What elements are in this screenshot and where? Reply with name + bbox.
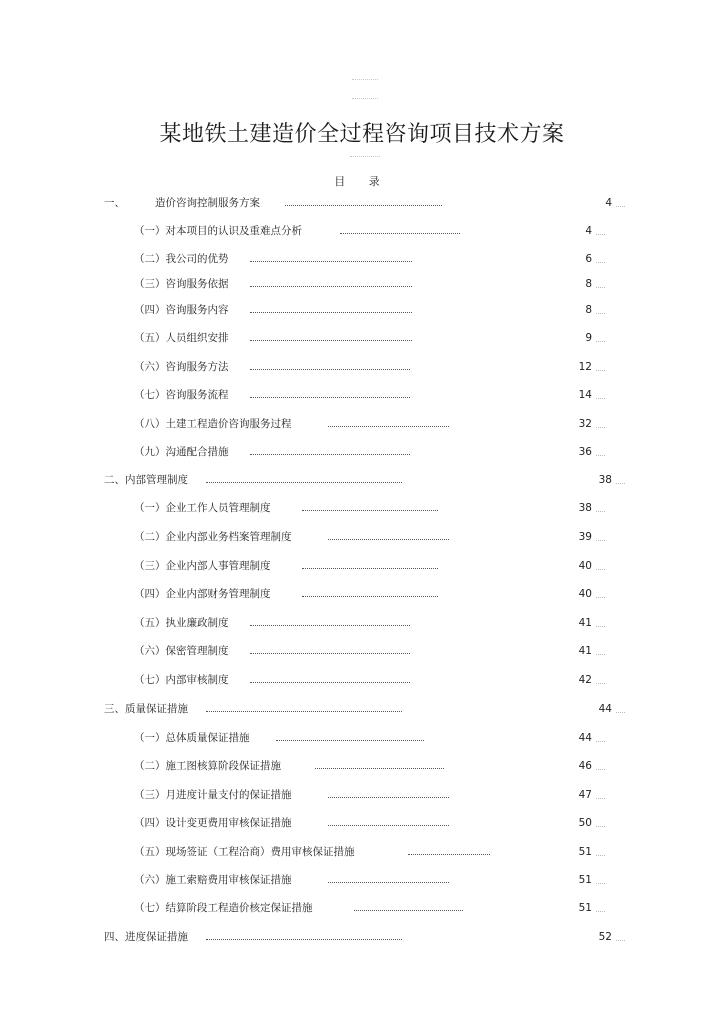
toc-entry-label: （二）施工图核算阶段保证措施 bbox=[134, 760, 281, 772]
toc-entry-page: 41 bbox=[578, 617, 592, 629]
toc-dot-leader bbox=[302, 568, 438, 569]
toc-tick bbox=[596, 455, 605, 456]
toc-dot-leader bbox=[250, 625, 410, 626]
toc-entry-page: 44 bbox=[578, 732, 592, 744]
toc-entry-label: （六）咨询服务方法 bbox=[134, 361, 229, 373]
toc-entry-page: 51 bbox=[578, 874, 592, 886]
toc-entry-page: 51 bbox=[578, 902, 592, 914]
toc-entry-label: （五）人员组织安排 bbox=[134, 332, 229, 344]
toc-entry-page: 36 bbox=[578, 446, 592, 458]
toc-entry-page: 50 bbox=[578, 817, 592, 829]
toc-entry[interactable] bbox=[0, 815, 724, 831]
toc-entry-label: （六）保密管理制度 bbox=[134, 645, 229, 657]
toc-entry[interactable] bbox=[0, 387, 724, 403]
toc-entry-label: （五）执业廉政制度 bbox=[134, 617, 229, 629]
toc-entry-page: 38 bbox=[598, 474, 612, 486]
toc-heading: 目 录 bbox=[334, 175, 390, 188]
faint-mark-1 bbox=[352, 79, 378, 81]
toc-entry[interactable] bbox=[0, 872, 724, 888]
toc-tick bbox=[596, 234, 605, 235]
toc-tick bbox=[596, 769, 605, 770]
toc-tick bbox=[616, 940, 625, 941]
toc-tick bbox=[596, 826, 605, 827]
toc-entry[interactable] bbox=[0, 251, 724, 267]
toc-tick bbox=[596, 626, 605, 627]
toc-entry-label: （三）月进度计量支付的保证措施 bbox=[134, 789, 292, 801]
toc-tick bbox=[596, 287, 605, 288]
toc-entry-label: （六）施工索赔费用审核保证措施 bbox=[134, 874, 292, 886]
toc-entry-page: 46 bbox=[578, 760, 592, 772]
toc-entry[interactable] bbox=[0, 223, 724, 239]
toc-tick bbox=[596, 798, 605, 799]
toc-entry-page: 47 bbox=[578, 789, 592, 801]
toc-tick bbox=[596, 683, 605, 684]
toc-entry-page: 38 bbox=[578, 502, 592, 514]
toc-entry-page: 40 bbox=[578, 588, 592, 600]
toc-tick bbox=[596, 540, 605, 541]
toc-entry[interactable] bbox=[0, 416, 724, 432]
document-title: 某地铁土建造价全过程咨询项目技术方案 bbox=[159, 122, 565, 147]
toc-entry[interactable] bbox=[0, 330, 724, 346]
toc-tick bbox=[596, 911, 605, 912]
toc-dot-leader bbox=[250, 261, 412, 262]
toc-tick bbox=[596, 341, 605, 342]
toc-entry-label: （四）企业内部财务管理制度 bbox=[134, 588, 271, 600]
toc-tick bbox=[596, 569, 605, 570]
toc-dot-leader bbox=[328, 426, 449, 427]
toc-tick bbox=[596, 654, 605, 655]
toc-entry-page: 40 bbox=[578, 560, 592, 572]
toc-entry-page: 8 bbox=[585, 304, 592, 316]
toc-entry[interactable] bbox=[0, 529, 724, 545]
toc-dot-leader bbox=[250, 369, 410, 370]
faint-mark-3 bbox=[350, 156, 380, 158]
toc-dot-leader bbox=[206, 482, 402, 483]
toc-dot-leader bbox=[250, 312, 412, 313]
toc-entry-label: 造价咨询控制服务方案 bbox=[155, 197, 260, 209]
toc-entry-page: 4 bbox=[605, 197, 612, 209]
toc-entry-label: （九）沟通配合措施 bbox=[134, 446, 229, 458]
toc-dot-leader bbox=[250, 340, 412, 341]
toc-entry-label: 二、内部管理制度 bbox=[104, 474, 188, 486]
toc-tick bbox=[596, 427, 605, 428]
toc-tick bbox=[596, 511, 605, 512]
faint-mark-2 bbox=[352, 98, 378, 100]
toc-dot-leader bbox=[328, 539, 449, 540]
toc-entry-label: （二）我公司的优势 bbox=[134, 253, 229, 265]
toc-dot-leader bbox=[354, 910, 463, 911]
toc-dot-leader bbox=[206, 711, 402, 712]
toc-entry-label: （四）设计变更费用审核保证措施 bbox=[134, 817, 292, 829]
toc-entry-page: 41 bbox=[578, 645, 592, 657]
toc-tick bbox=[596, 313, 605, 314]
toc-entry-section-1[interactable] bbox=[0, 195, 724, 211]
toc-dot-leader bbox=[328, 825, 449, 826]
toc-entry[interactable] bbox=[0, 500, 724, 516]
toc-tick bbox=[596, 741, 605, 742]
toc-entry[interactable] bbox=[0, 730, 724, 746]
toc-dot-leader bbox=[250, 454, 410, 455]
toc-entry[interactable] bbox=[0, 276, 724, 292]
toc-entry[interactable] bbox=[0, 586, 724, 602]
toc-entry-page: 52 bbox=[598, 931, 612, 943]
toc-entry[interactable] bbox=[0, 615, 724, 631]
toc-dot-leader bbox=[250, 286, 412, 287]
toc-entry[interactable] bbox=[0, 558, 724, 574]
toc-entry-label: （四）咨询服务内容 bbox=[134, 304, 229, 316]
toc-entry-page: 44 bbox=[598, 703, 612, 715]
toc-entry-label: （五）现场签证（工程洽商）费用审核保证措施 bbox=[134, 846, 355, 858]
toc-entry-label: （七）结算阶段工程造价核定保证措施 bbox=[134, 902, 313, 914]
toc-dot-leader bbox=[250, 653, 410, 654]
toc-entry-page: 32 bbox=[578, 418, 592, 430]
toc-dot-leader bbox=[302, 596, 438, 597]
toc-entry-label: （七）咨询服务流程 bbox=[134, 389, 229, 401]
toc-entry-label: （三）企业内部人事管理制度 bbox=[134, 560, 271, 572]
toc-entry-label: （一）企业工作人员管理制度 bbox=[134, 502, 271, 514]
toc-dot-leader bbox=[206, 939, 402, 940]
toc-entry-page: 51 bbox=[578, 846, 592, 858]
toc-entry-label: （三）咨询服务依据 bbox=[134, 278, 229, 290]
toc-entry-label: （一）总体质量保证措施 bbox=[134, 732, 250, 744]
toc-entry[interactable] bbox=[0, 844, 724, 860]
toc-entry-label: 四、进度保证措施 bbox=[104, 931, 188, 943]
toc-dot-leader bbox=[328, 797, 449, 798]
toc-entry-label: （一）对本项目的认识及重难点分析 bbox=[134, 225, 302, 237]
toc-entry-label: 三、质量保证措施 bbox=[104, 703, 188, 715]
toc-entry-section-2[interactable] bbox=[0, 472, 724, 488]
toc-entry[interactable] bbox=[0, 444, 724, 460]
toc-tick bbox=[616, 483, 625, 484]
toc-dot-leader bbox=[276, 740, 424, 741]
toc-entry-page: 8 bbox=[585, 278, 592, 290]
toc-dot-leader bbox=[340, 233, 460, 234]
toc-tick bbox=[596, 370, 605, 371]
toc-tick bbox=[616, 206, 625, 207]
toc-entry-page: 9 bbox=[585, 332, 592, 344]
toc-entry[interactable] bbox=[0, 643, 724, 659]
toc-entry-page: 6 bbox=[585, 253, 592, 265]
toc-dot-leader bbox=[302, 510, 438, 511]
toc-dot-leader bbox=[315, 768, 444, 769]
toc-dot-leader bbox=[250, 682, 410, 683]
toc-entry-section-3[interactable] bbox=[0, 701, 724, 717]
toc-entry[interactable] bbox=[0, 900, 724, 916]
toc-tick bbox=[596, 262, 605, 263]
toc-entry-page: 42 bbox=[578, 674, 592, 686]
toc-entry[interactable] bbox=[0, 359, 724, 375]
toc-dot-leader bbox=[250, 397, 410, 398]
toc-entry-label: （七）内部审核制度 bbox=[134, 674, 229, 686]
toc-tick bbox=[596, 398, 605, 399]
toc-entry[interactable] bbox=[0, 787, 724, 803]
toc-entry-page: 39 bbox=[578, 531, 592, 543]
toc-tick bbox=[596, 597, 605, 598]
toc-entry-label: （二）企业内部业务档案管理制度 bbox=[134, 531, 292, 543]
toc-entry-page: 12 bbox=[578, 361, 592, 373]
toc-entry[interactable] bbox=[0, 672, 724, 688]
toc-tick bbox=[596, 883, 605, 884]
toc-entry-page: 14 bbox=[578, 389, 592, 401]
toc-tick bbox=[596, 855, 605, 856]
toc-entry-label: （八）土建工程造价咨询服务过程 bbox=[134, 418, 292, 430]
toc-entry[interactable] bbox=[0, 302, 724, 318]
toc-entry-section-4[interactable] bbox=[0, 929, 724, 945]
toc-tick bbox=[616, 712, 625, 713]
toc-dot-leader bbox=[328, 882, 449, 883]
toc-dot-leader bbox=[285, 205, 442, 206]
toc-dot-leader bbox=[408, 854, 490, 855]
toc-entry[interactable] bbox=[0, 758, 724, 774]
toc-entry-page: 4 bbox=[585, 225, 592, 237]
toc-section-number: 一、 bbox=[104, 197, 125, 209]
